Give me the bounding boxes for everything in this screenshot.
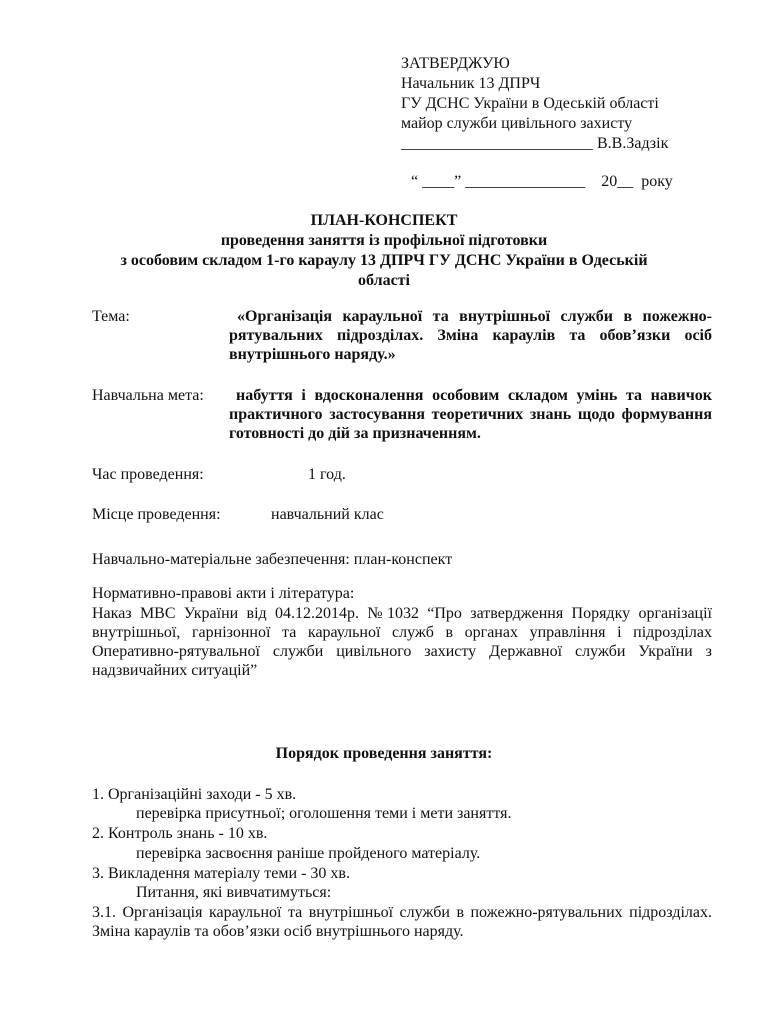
approval-date: “ ____” _______________ 20__ року: [411, 173, 673, 190]
approval-rank: майор служби цивільного захисту: [401, 115, 633, 132]
materials-text: Навчально-матеріальне забезпечення: план-конспект: [92, 551, 453, 568]
goal-label: Навчальна мета:: [92, 387, 204, 404]
approval-heading: ЗАТВЕРДЖУЮ: [401, 55, 510, 72]
time-value: 1 год.: [308, 466, 346, 483]
document-title: ПЛАН-КОНСПЕКТ: [310, 212, 458, 229]
document-subtitle-line2: з особовим складом 1-го караулу 13 ДПРЧ ГУ ДСНС України в Одеській: [120, 252, 648, 269]
procedure-item: 3.1. Організація караульної та внутрішньої служби в пожежно-рятувальних підрозділах. Зміна караулів та обов’язки осіб внутрішнього наряду.: [92, 904, 712, 940]
procedure-item: 2. Контроль знань - 10 хв.: [92, 825, 268, 842]
procedure-item: перевірка засвоєння раніше пройденого матеріалу.: [136, 845, 481, 862]
time-label: Час проведення:: [92, 466, 204, 483]
procedure-item: Питання, які вивчатимуться:: [136, 884, 332, 901]
topic-label: Тема:: [92, 308, 130, 325]
literature-label: Нормативно-правові акти і література:: [92, 585, 355, 602]
place-label: Місце проведення:: [92, 506, 221, 523]
topic-value: «Організація караульної та внутрішньої служби в пожежно-рятувальних підрозділах. Зміна караулів та обов’язки осіб внутрішнього наряду.»: [229, 308, 712, 363]
procedure-item: перевірка присутньої; оголошення теми і мети заняття.: [136, 805, 512, 822]
document-subtitle-line1: проведення заняття із профільної підготовки: [220, 232, 548, 249]
goal-value: набуття і вдосконалення особовим складом умінь та навичок практичного застосування теоретичних знань щодо формування готовності до дій за призначенням.: [229, 387, 712, 442]
approval-organization: ГУ ДСНС України в Одеській області: [401, 95, 659, 112]
document-subtitle-line3: області: [358, 272, 410, 289]
literature-text: Наказ МВС України від 04.12.2014р. №1032 “Про затвердження Порядку організації внутрішньої, гарнізонної та караульної служб в органах управління і підрозділах Оперативно-рятувальної служби цивільного захисту Державної служби України з надзвичайних ситуацій”: [92, 605, 712, 679]
approval-signature: ________________________ В.В.Задзік: [401, 135, 669, 152]
approval-position: Начальник 13 ДПРЧ: [401, 75, 541, 92]
procedure-item: 1. Організаційні заходи - 5 хв.: [92, 786, 297, 803]
procedure-item: 3. Викладення матеріалу теми - 30 хв.: [92, 865, 350, 882]
place-value: навчальний клас: [271, 506, 384, 523]
procedure-heading: Порядок проведення заняття:: [275, 745, 493, 762]
